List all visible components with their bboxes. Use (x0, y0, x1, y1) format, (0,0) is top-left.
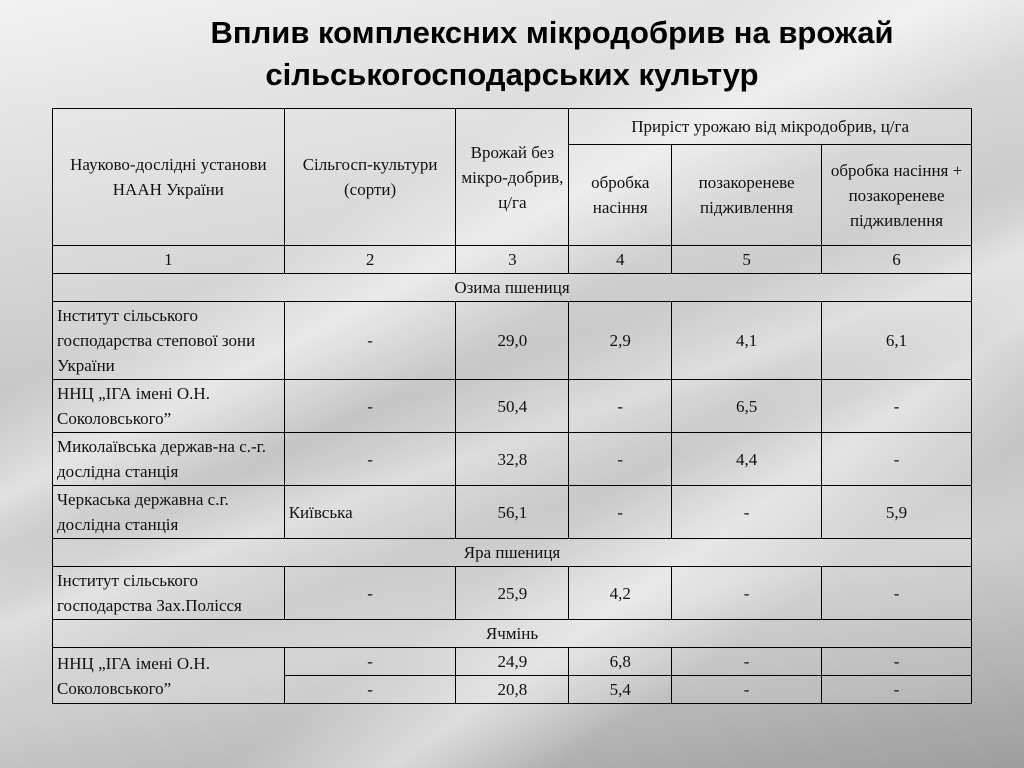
foliar-cell: 4,4 (672, 433, 822, 486)
column-number: 1 (53, 246, 285, 274)
slide-title-line2: сільськогосподарських культур (265, 57, 759, 92)
column-number: 6 (822, 246, 972, 274)
seed-cell: - (569, 433, 672, 486)
yield-cell: 25,9 (456, 567, 569, 620)
institution-cell: Черкаська державна с.г. дослідна станція (53, 486, 285, 539)
yield-cell: 56,1 (456, 486, 569, 539)
seed-cell: 2,9 (569, 302, 672, 380)
table-row (53, 567, 972, 620)
yield-cell: 50,4 (456, 380, 569, 433)
yield-cell: 24,9 (456, 648, 569, 676)
combined-cell: - (822, 676, 972, 704)
yield-table (52, 108, 972, 704)
section-row (53, 274, 972, 302)
combined-cell: - (822, 567, 972, 620)
yield-cell: 20,8 (456, 676, 569, 704)
combined-cell: 5,9 (822, 486, 972, 539)
header-foliar: позакореневе підживлення (672, 145, 822, 246)
foliar-cell: 6,5 (672, 380, 822, 433)
header-institutions: Науково-дослідні установи НААН України (53, 109, 285, 246)
table-row (53, 302, 972, 380)
yield-cell: 32,8 (456, 433, 569, 486)
foliar-cell: - (672, 486, 822, 539)
header-crops: Сільгосп-культури (сорти) (284, 109, 456, 246)
foliar-cell: - (672, 567, 822, 620)
column-number: 4 (569, 246, 672, 274)
foliar-cell: - (672, 648, 822, 676)
column-number: 5 (672, 246, 822, 274)
section-row (53, 620, 972, 648)
seed-cell: - (569, 380, 672, 433)
institution-cell: Інститут сільського господарства степової зони України (53, 302, 285, 380)
slide-title (0, 12, 1024, 96)
header-seed-treatment: обробка насіння (569, 145, 672, 246)
institution-cell: Миколаївська держав-на с.-г. дослідна станція (53, 433, 285, 486)
crop-cell: - (284, 433, 456, 486)
seed-cell: 4,2 (569, 567, 672, 620)
table-row (53, 486, 972, 539)
foliar-cell: - (672, 676, 822, 704)
combined-cell: 6,1 (822, 302, 972, 380)
section-winter-wheat: Озима пшениця (53, 274, 972, 302)
combined-cell: - (822, 648, 972, 676)
foliar-cell: 4,1 (672, 302, 822, 380)
table-row (53, 648, 972, 676)
slide-title-line1: Вплив комплексних мікродобрив на врожай (210, 15, 894, 50)
column-number-row (53, 246, 972, 274)
seed-cell: 6,8 (569, 648, 672, 676)
seed-cell: 5,4 (569, 676, 672, 704)
header-yield: Врожай без мікро-добрив, ц/га (456, 109, 569, 246)
combined-cell: - (822, 433, 972, 486)
crop-cell: Київська (284, 486, 456, 539)
section-row (53, 539, 972, 567)
table-row (53, 433, 972, 486)
header-increase: Приріст урожаю від мікродобрив, ц/га (569, 109, 972, 145)
crop-cell: - (284, 302, 456, 380)
column-number: 3 (456, 246, 569, 274)
yield-cell: 29,0 (456, 302, 569, 380)
section-barley: Ячмінь (53, 620, 972, 648)
crop-cell: - (284, 380, 456, 433)
combined-cell: - (822, 380, 972, 433)
institution-cell: Інститут сільського господарства Зах.Полісся (53, 567, 285, 620)
table-row (53, 380, 972, 433)
seed-cell: - (569, 486, 672, 539)
header-combined: обробка насіння + позакореневе підживлення (822, 145, 972, 246)
institution-cell: ННЦ „ІГА імені О.Н. Соколовського” (53, 648, 285, 704)
column-number: 2 (284, 246, 456, 274)
section-spring-wheat: Яра пшениця (53, 539, 972, 567)
crop-cell: - (284, 676, 456, 704)
crop-cell: - (284, 648, 456, 676)
institution-cell: ННЦ „ІГА імені О.Н. Соколовського” (53, 380, 285, 433)
crop-cell: - (284, 567, 456, 620)
